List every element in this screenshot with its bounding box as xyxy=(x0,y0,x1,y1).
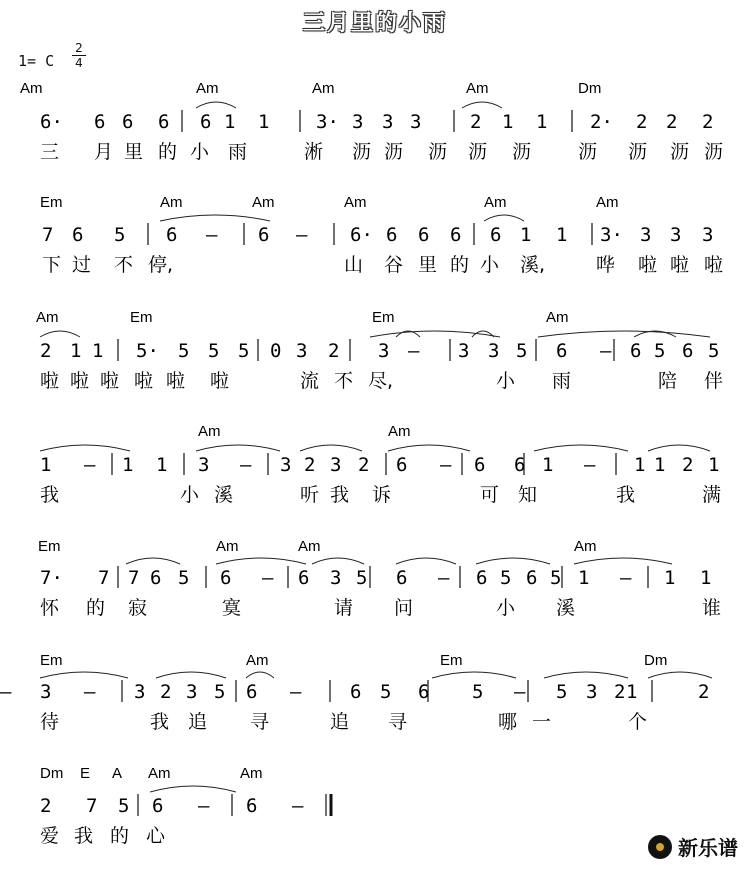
note: 1 xyxy=(156,454,168,476)
lyric: 陪 xyxy=(658,370,678,392)
note: 6 xyxy=(158,111,170,133)
note: 1 xyxy=(542,454,554,476)
slur-tie xyxy=(462,102,502,108)
chord-symbol: Am xyxy=(596,194,619,211)
slur-tie xyxy=(126,558,180,564)
chord-symbol: Dm xyxy=(40,765,64,782)
chord-symbol: Dm xyxy=(644,652,668,669)
note: 6 xyxy=(556,340,568,362)
note: 5 xyxy=(178,567,190,589)
note: 1 xyxy=(122,454,134,476)
lyric: 啦 xyxy=(638,254,658,276)
note: 6 xyxy=(526,567,538,589)
chord-symbol: Am xyxy=(216,538,239,555)
note: 3 xyxy=(352,111,364,133)
lyric: 雨 xyxy=(228,141,248,163)
note: 7 xyxy=(42,224,54,246)
note-dash: — xyxy=(584,454,596,476)
lyric: 沥 xyxy=(704,141,724,163)
staff-row xyxy=(38,538,721,619)
note: 1 xyxy=(502,111,514,133)
note: 6 xyxy=(166,224,178,246)
lyric: 啦 xyxy=(670,254,690,276)
note: 3 xyxy=(198,454,210,476)
chord-symbol: Am xyxy=(160,194,183,211)
slur-tie xyxy=(216,558,306,564)
chord-symbol: Am xyxy=(312,80,335,97)
note: 2· xyxy=(590,111,613,133)
note-dash: — xyxy=(514,681,526,703)
chord-symbol: Am xyxy=(546,309,569,326)
note: 2 xyxy=(304,454,316,476)
note-dash: — xyxy=(198,795,210,817)
lyric: 沥 xyxy=(468,141,488,163)
note: 5 xyxy=(500,567,512,589)
note: 3 xyxy=(40,681,52,703)
note: 1 xyxy=(520,224,532,246)
note: 6 xyxy=(490,224,502,246)
slur-tie xyxy=(156,672,226,678)
chord-symbol: Am xyxy=(36,309,59,326)
note: 3 xyxy=(280,454,292,476)
chord-symbol: Am xyxy=(240,765,263,782)
staff-row xyxy=(40,194,723,276)
note: 3 xyxy=(186,681,198,703)
lyric: 不 xyxy=(334,370,354,392)
lyric: 寻 xyxy=(250,711,270,733)
lyric: 啦 xyxy=(704,254,724,276)
watermark-text: 新乐谱 xyxy=(678,836,738,860)
note: 7 xyxy=(86,795,98,817)
note: 5 xyxy=(654,340,666,362)
note: 1 xyxy=(40,454,52,476)
lyric: 小 xyxy=(496,370,516,392)
chord-symbol: Am xyxy=(198,423,221,440)
lyric: 哗 xyxy=(596,254,616,276)
lyric: 寞 xyxy=(222,597,242,619)
note: 1 xyxy=(224,111,236,133)
note: 3 xyxy=(488,340,500,362)
note: 2 xyxy=(358,454,370,476)
note: 1 xyxy=(654,454,666,476)
key-signature: 1= C xyxy=(18,52,55,70)
note: 5 xyxy=(708,340,720,362)
lyric: 沥 xyxy=(512,141,532,163)
slur-tie xyxy=(150,786,236,792)
lyric: 啦 xyxy=(166,370,186,392)
note: 3 xyxy=(378,340,390,362)
note: 5 xyxy=(550,567,562,589)
chord-symbol: Am xyxy=(574,538,597,555)
note: 6 xyxy=(682,340,694,362)
lyric: 沥 xyxy=(578,141,598,163)
lyric: 我 xyxy=(330,484,350,506)
lyric: 啦 xyxy=(100,370,120,392)
lyric: 追 xyxy=(330,711,350,733)
note-dash: — xyxy=(600,340,612,362)
chord-symbol: Am xyxy=(252,194,275,211)
lyric: 请 xyxy=(334,597,354,619)
note: 2 xyxy=(328,340,340,362)
chord-symbol: Am xyxy=(466,80,489,97)
lyric: 的 xyxy=(450,254,470,276)
lyric: 三 xyxy=(40,141,60,163)
lyric: 啦 xyxy=(70,370,90,392)
note-dash: — xyxy=(292,795,304,817)
lyric: 心 xyxy=(146,825,166,847)
slur-tie xyxy=(544,672,628,678)
note: 0 xyxy=(270,340,282,362)
note: 5 xyxy=(516,340,528,362)
lyric: 诉 xyxy=(372,484,392,506)
slur-tie xyxy=(388,445,470,451)
note: 3· xyxy=(316,111,339,133)
lyric: 哪 xyxy=(498,711,518,733)
note: 3 xyxy=(410,111,422,133)
chord-symbol: Am xyxy=(148,765,171,782)
chord-symbol: Am xyxy=(484,194,507,211)
note: 1 xyxy=(578,567,590,589)
note: 5 xyxy=(472,681,484,703)
slur-tie xyxy=(370,331,500,337)
note: 6 xyxy=(298,567,310,589)
note: 5· xyxy=(136,340,159,362)
chord-symbol: Am xyxy=(246,652,269,669)
note: 1 xyxy=(700,567,712,589)
note: 1 xyxy=(536,111,548,133)
note: 6· xyxy=(40,111,63,133)
slur-tie xyxy=(648,445,710,451)
lyric: 流 xyxy=(300,370,320,392)
chord-symbol: Dm xyxy=(578,80,602,97)
chord-symbol: Em xyxy=(40,194,63,211)
lyric: 我 xyxy=(40,484,60,506)
staff-row xyxy=(20,80,723,163)
note: 6 xyxy=(200,111,212,133)
lyric: 下 xyxy=(42,254,62,276)
note-dash: — xyxy=(408,340,420,362)
staff-row xyxy=(36,309,723,392)
slur-tie xyxy=(432,672,516,678)
lyric: 啦 xyxy=(40,370,60,392)
note: 2 xyxy=(40,340,52,362)
slur-tie xyxy=(246,672,274,678)
lyric: 怀 xyxy=(40,597,60,619)
slur-tie xyxy=(312,558,364,564)
lyric: 寂 xyxy=(128,597,148,619)
note: 6 xyxy=(396,454,408,476)
note-dash: — xyxy=(262,567,274,589)
slur-tie xyxy=(196,102,236,108)
note: 6 xyxy=(152,795,164,817)
note: 6 xyxy=(72,224,84,246)
note: 3 xyxy=(382,111,394,133)
time-bottom: 4 xyxy=(75,56,83,70)
lyric: 小 xyxy=(496,597,516,619)
chord-symbol: Em xyxy=(372,309,395,326)
lyric: 追 xyxy=(188,711,208,733)
note: 6 xyxy=(418,224,430,246)
note: 3 xyxy=(586,681,598,703)
lyric: 啦 xyxy=(210,370,230,392)
note: 3 xyxy=(458,340,470,362)
lyric: 的 xyxy=(86,597,106,619)
lyric: 个 xyxy=(628,711,648,733)
lyric: 里 xyxy=(418,254,438,276)
note: 1 xyxy=(92,340,104,362)
lyric: 沥 xyxy=(670,141,690,163)
watermark xyxy=(648,832,738,861)
note: 6 xyxy=(220,567,232,589)
note: 6 xyxy=(514,454,526,476)
note: 7· xyxy=(40,567,63,589)
note: 6 xyxy=(474,454,486,476)
lyric: 问 xyxy=(394,597,414,619)
chord-symbol: Em xyxy=(440,652,463,669)
lyric: 我 xyxy=(616,484,636,506)
note: 6 xyxy=(386,224,398,246)
chord-symbol: A xyxy=(112,765,123,782)
note: 3 xyxy=(640,224,652,246)
chord-symbol: Am xyxy=(344,194,367,211)
note-dash: — xyxy=(296,224,308,246)
note-dash: — xyxy=(290,681,302,703)
note: 7 xyxy=(128,567,140,589)
slur-tie xyxy=(40,672,128,678)
note: 6 xyxy=(94,111,106,133)
slur-tie xyxy=(484,215,524,221)
note: 1 xyxy=(258,111,270,133)
lyric: 沥 xyxy=(384,141,404,163)
lyric: 谁 xyxy=(702,597,722,619)
lyric: 可 xyxy=(480,484,500,506)
note-dash: — xyxy=(206,224,218,246)
chord-symbol: E xyxy=(80,765,91,782)
note: 3 xyxy=(330,454,342,476)
note-dash: — xyxy=(438,567,450,589)
title: 三月里的小雨 xyxy=(302,11,447,36)
note-dash: — xyxy=(84,681,96,703)
lyric: 听 xyxy=(300,484,320,506)
lyric: 里 xyxy=(124,141,144,163)
note: 5 xyxy=(380,681,392,703)
lyric: 小 xyxy=(180,484,200,506)
lyric: 停, xyxy=(148,254,174,276)
time-top: 2 xyxy=(75,41,83,55)
lyric: 一 xyxy=(532,711,552,733)
note: 6 xyxy=(418,681,430,703)
note: 6 xyxy=(476,567,488,589)
slur-tie xyxy=(160,215,270,221)
chord-symbol: Am xyxy=(196,80,219,97)
record-disc-icon xyxy=(648,835,672,859)
note: 2 xyxy=(40,795,52,817)
staff-row xyxy=(40,765,331,847)
lyric: 雨 xyxy=(552,370,572,392)
lyric: 溪 xyxy=(214,484,234,506)
note-dash: — xyxy=(620,567,632,589)
note: 1 xyxy=(556,224,568,246)
note: 6 xyxy=(122,111,134,133)
lyric: 沥 xyxy=(352,141,372,163)
staff-row xyxy=(0,652,709,733)
note-dash: — xyxy=(0,681,12,703)
slur-tie xyxy=(396,558,456,564)
lyric: 不 xyxy=(114,254,134,276)
chord-symbol: Em xyxy=(38,538,61,555)
slur-tie xyxy=(574,558,672,564)
lyric: 寻 xyxy=(388,711,408,733)
lyric: 月 xyxy=(94,141,114,163)
note: 3 xyxy=(702,224,714,246)
note-dash: — xyxy=(240,454,252,476)
lyric: 沥 xyxy=(628,141,648,163)
lyric: 溪, xyxy=(520,254,546,276)
lyric: 知 xyxy=(518,484,538,506)
note: 2 xyxy=(702,111,714,133)
lyric: 啦 xyxy=(134,370,154,392)
note: 6 xyxy=(150,567,162,589)
chord-symbol: Em xyxy=(130,309,153,326)
lyric: 过 xyxy=(72,254,92,276)
note: 6 xyxy=(246,795,258,817)
chord-symbol: Am xyxy=(388,423,411,440)
note: 5 xyxy=(356,567,368,589)
note: 2 xyxy=(636,111,648,133)
note: 5 xyxy=(178,340,190,362)
note: 6 xyxy=(450,224,462,246)
lyric: 溪 xyxy=(556,597,576,619)
lyric: 小 xyxy=(480,254,500,276)
lyric: 我 xyxy=(150,711,170,733)
note: 5 xyxy=(118,795,130,817)
note: 1 xyxy=(626,681,638,703)
lyric: 淅 xyxy=(304,141,324,163)
lyric: 山 xyxy=(344,254,364,276)
lyric: 待 xyxy=(40,711,60,733)
note: 1 xyxy=(708,454,720,476)
lyric: 谷 xyxy=(384,254,404,276)
lyric: 的 xyxy=(110,825,130,847)
note: 3 xyxy=(670,224,682,246)
slur-tie xyxy=(40,331,80,337)
note: 3 xyxy=(134,681,146,703)
chord-symbol: Em xyxy=(40,652,63,669)
note: 7 xyxy=(98,567,110,589)
lyric: 伴 xyxy=(704,370,724,392)
slur-tie xyxy=(196,445,280,451)
note: 5 xyxy=(214,681,226,703)
note: 3 xyxy=(330,567,342,589)
note: 2 xyxy=(470,111,482,133)
note: 5 xyxy=(208,340,220,362)
staff-row xyxy=(40,423,721,506)
lyric: 尽, xyxy=(368,370,394,392)
lyric: 沥 xyxy=(428,141,448,163)
lyric: 的 xyxy=(158,141,178,163)
lyric: 满 xyxy=(702,484,722,506)
note: 2 xyxy=(682,454,694,476)
note: 1 xyxy=(664,567,676,589)
slur-tie xyxy=(538,331,710,337)
note: 2 xyxy=(614,681,626,703)
note: 1 xyxy=(634,454,646,476)
slur-tie xyxy=(40,445,130,451)
note-dash: — xyxy=(84,454,96,476)
lyric: 我 xyxy=(74,825,94,847)
note: 6· xyxy=(350,224,373,246)
note: 6 xyxy=(350,681,362,703)
note: 6 xyxy=(630,340,642,362)
lyric: 小 xyxy=(190,141,210,163)
chord-symbol: Am xyxy=(298,538,321,555)
slur-tie xyxy=(648,672,712,678)
note: 3· xyxy=(600,224,623,246)
note: 6 xyxy=(246,681,258,703)
slur-tie xyxy=(300,445,362,451)
lyric: 爱 xyxy=(40,825,60,847)
slur-tie xyxy=(534,445,628,451)
note: 5 xyxy=(238,340,250,362)
note: 5 xyxy=(556,681,568,703)
note: 2 xyxy=(666,111,678,133)
note: 6 xyxy=(396,567,408,589)
note: 6 xyxy=(258,224,270,246)
note: 1 xyxy=(70,340,82,362)
note: 2 xyxy=(698,681,710,703)
note: 3 xyxy=(296,340,308,362)
chord-symbol: Am xyxy=(20,80,43,97)
slur-tie xyxy=(476,558,550,564)
note-dash: — xyxy=(440,454,452,476)
note: 2 xyxy=(160,681,172,703)
note: 5 xyxy=(114,224,126,246)
